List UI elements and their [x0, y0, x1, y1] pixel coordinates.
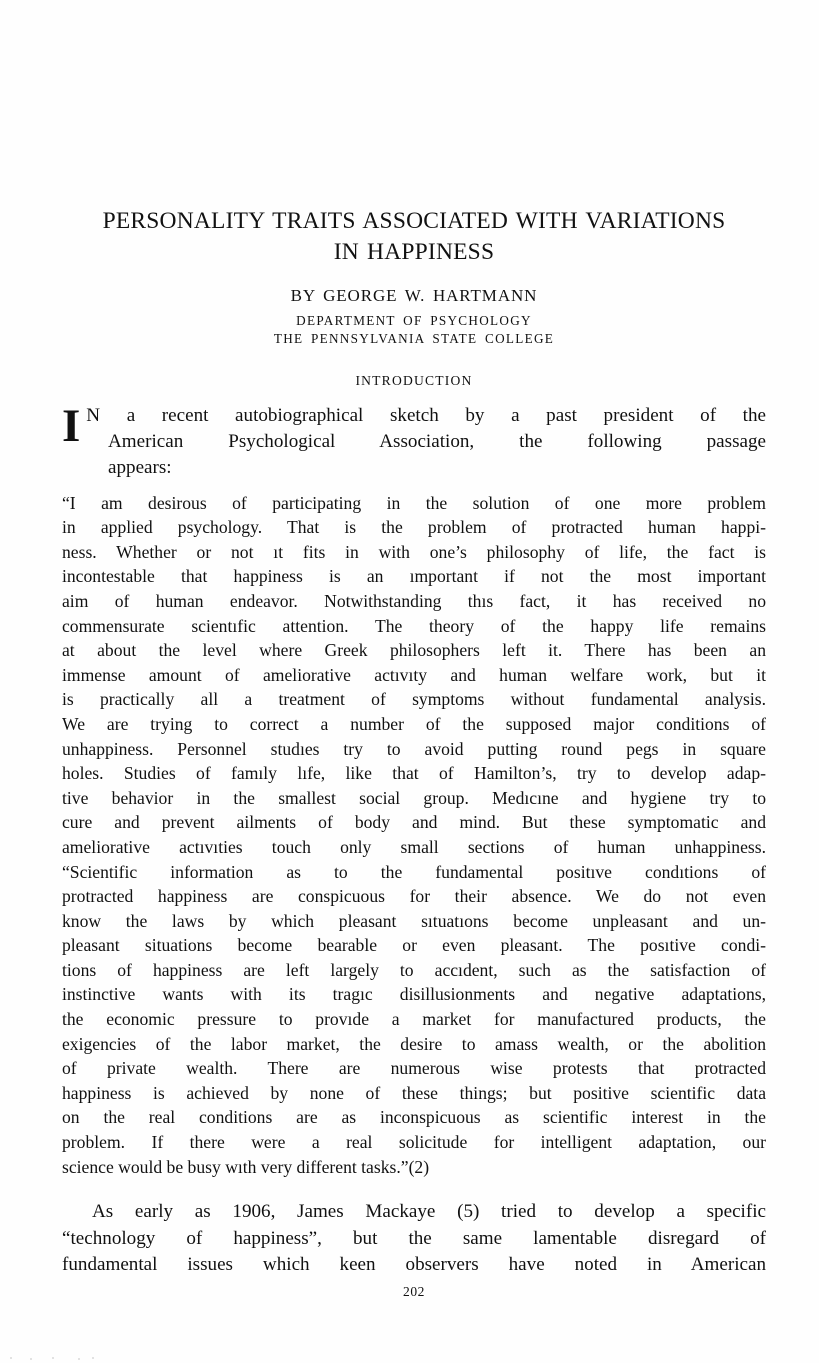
quote1-line: tive behavior in the smallest social group. Medıcıne and hygiene try to — [62, 787, 766, 808]
closing-line-3: fundamental issues which keen observers have noted in American — [62, 1254, 766, 1276]
quote2-line: exigencies of the labor market, the desire to amass wealth, or the abolition — [62, 1033, 766, 1054]
quote1-line: We are trying to correct a number of the supposed maјor conditions of — [62, 713, 766, 734]
section-heading-introduction: INTRODUCTION — [355, 373, 473, 388]
quote1-line: commensurate scientıfic attention. The theory of the happy life remains — [62, 615, 766, 636]
quote1-line: unhappiness. Personnel studıes try to avoid putting round pegs in square — [62, 738, 766, 759]
quote2-line: instinctive wants with its tragıc disillusionments and negative adaptations, — [62, 984, 766, 1005]
title-line-2: IN HAPPINESS — [333, 239, 495, 265]
quote2-line: pleasant situations become bearable or even pleasant. The posıtive condi- — [62, 935, 766, 956]
title-line-1: PERSONALITY TRAITS ASSOCIATED WITH VARIATIONS — [102, 208, 726, 234]
closing-paragraph — [62, 1199, 766, 1278]
quote1-line: “I am desirous of participating in the solution of one more problem — [62, 492, 766, 513]
quote2-line: “Scientific information as to the fundamental positıve condıtions of — [62, 861, 766, 882]
quote2-line: science would be busy wıth very different tasks.”(2) — [62, 1156, 430, 1177]
scan-speck — [92, 1357, 94, 1359]
quote2-line: protracted happiness are conspicuous for their absence. We do not even — [62, 886, 766, 907]
lead-line-1: N a recent autobiographical sketch by a past president of the — [86, 405, 766, 426]
closing-line-2: “technology of happiness”, but the same lamentable disregard of — [62, 1227, 766, 1249]
quotation-block-1 — [62, 491, 766, 860]
quote1-line: incontestable that happiness is an ımportant if not the most important — [62, 566, 766, 587]
quote2-line: on the real conditions are as inconspicuous as scientific interest in the — [62, 1107, 766, 1128]
quote1-line: holes. Studies of famıly lıfe, like that of Hamilton’s, try to develop adap- — [62, 763, 766, 784]
quote1-line: in applied psychology. That is the problem of protracted human happi- — [62, 517, 766, 538]
text-column — [62, 0, 766, 1300]
lead-paragraph — [62, 400, 766, 482]
scan-speck — [30, 1358, 32, 1360]
quote2-line: problem. If there were a real solicitude for intelligent adaptation, our — [62, 1132, 766, 1153]
quote1-line: ness. Whether or not ıt fits in with one’s philosophy of life, the fact is — [62, 541, 766, 562]
quote2-line: tions of happiness are left largely to accıdent, such as the satisfaction of — [62, 959, 766, 980]
author-byline: BY GEORGE W. HARTMANN — [290, 286, 538, 305]
quote2-line: the economic pressure to provıde a market for manufactured products, the — [62, 1009, 766, 1030]
page-title — [62, 206, 766, 268]
lead-line-3: appears: — [108, 457, 172, 479]
title-block — [62, 206, 766, 347]
affiliation-department: DEPARTMENT OF PSYCHOLOGY — [296, 313, 532, 328]
drop-cap-letter: I — [62, 400, 81, 452]
scan-speck — [78, 1358, 80, 1360]
affiliation-institution: THE PENNSYLVANIA STATE COLLEGE — [273, 331, 555, 346]
quote1-line: ameliorative actıvıties touch only small sections of human unhappiness. — [62, 836, 766, 857]
quote2-line: of private wealth. There are numerous wise protests that protracted — [62, 1058, 766, 1079]
quote2-line: know the laws by which pleasant sıtuatıons become unpleasant and un- — [62, 910, 766, 931]
page-number: 202 — [402, 1284, 426, 1300]
quote1-line: cure and prevent ailments of body and mind. But these symptomatic and — [62, 812, 766, 833]
quote1-line: is practically all a treatment of symptoms without fundamental analysis. — [62, 689, 766, 710]
closing-line-1: As early as 1906, James Mackaye (5) tried to develop a specific — [92, 1201, 766, 1223]
quote2-line: happiness is achieved by none of these things; but positive scientific data — [62, 1082, 766, 1103]
quote1-line: aim of human endeavor. Notwithstanding thıs fact, it has received no — [62, 590, 766, 611]
quote1-line: at about the level where Greek philosophers left it. There has been an — [62, 640, 766, 661]
quote1-line: immense amount of ameliorative actıvıty and human welfare work, but it — [62, 664, 766, 685]
lead-line-2: American Psychological Association, the following passage — [108, 431, 766, 453]
quotation-block-2 — [62, 860, 766, 1180]
scan-speck — [52, 1357, 54, 1359]
scan-speck — [10, 1357, 12, 1359]
